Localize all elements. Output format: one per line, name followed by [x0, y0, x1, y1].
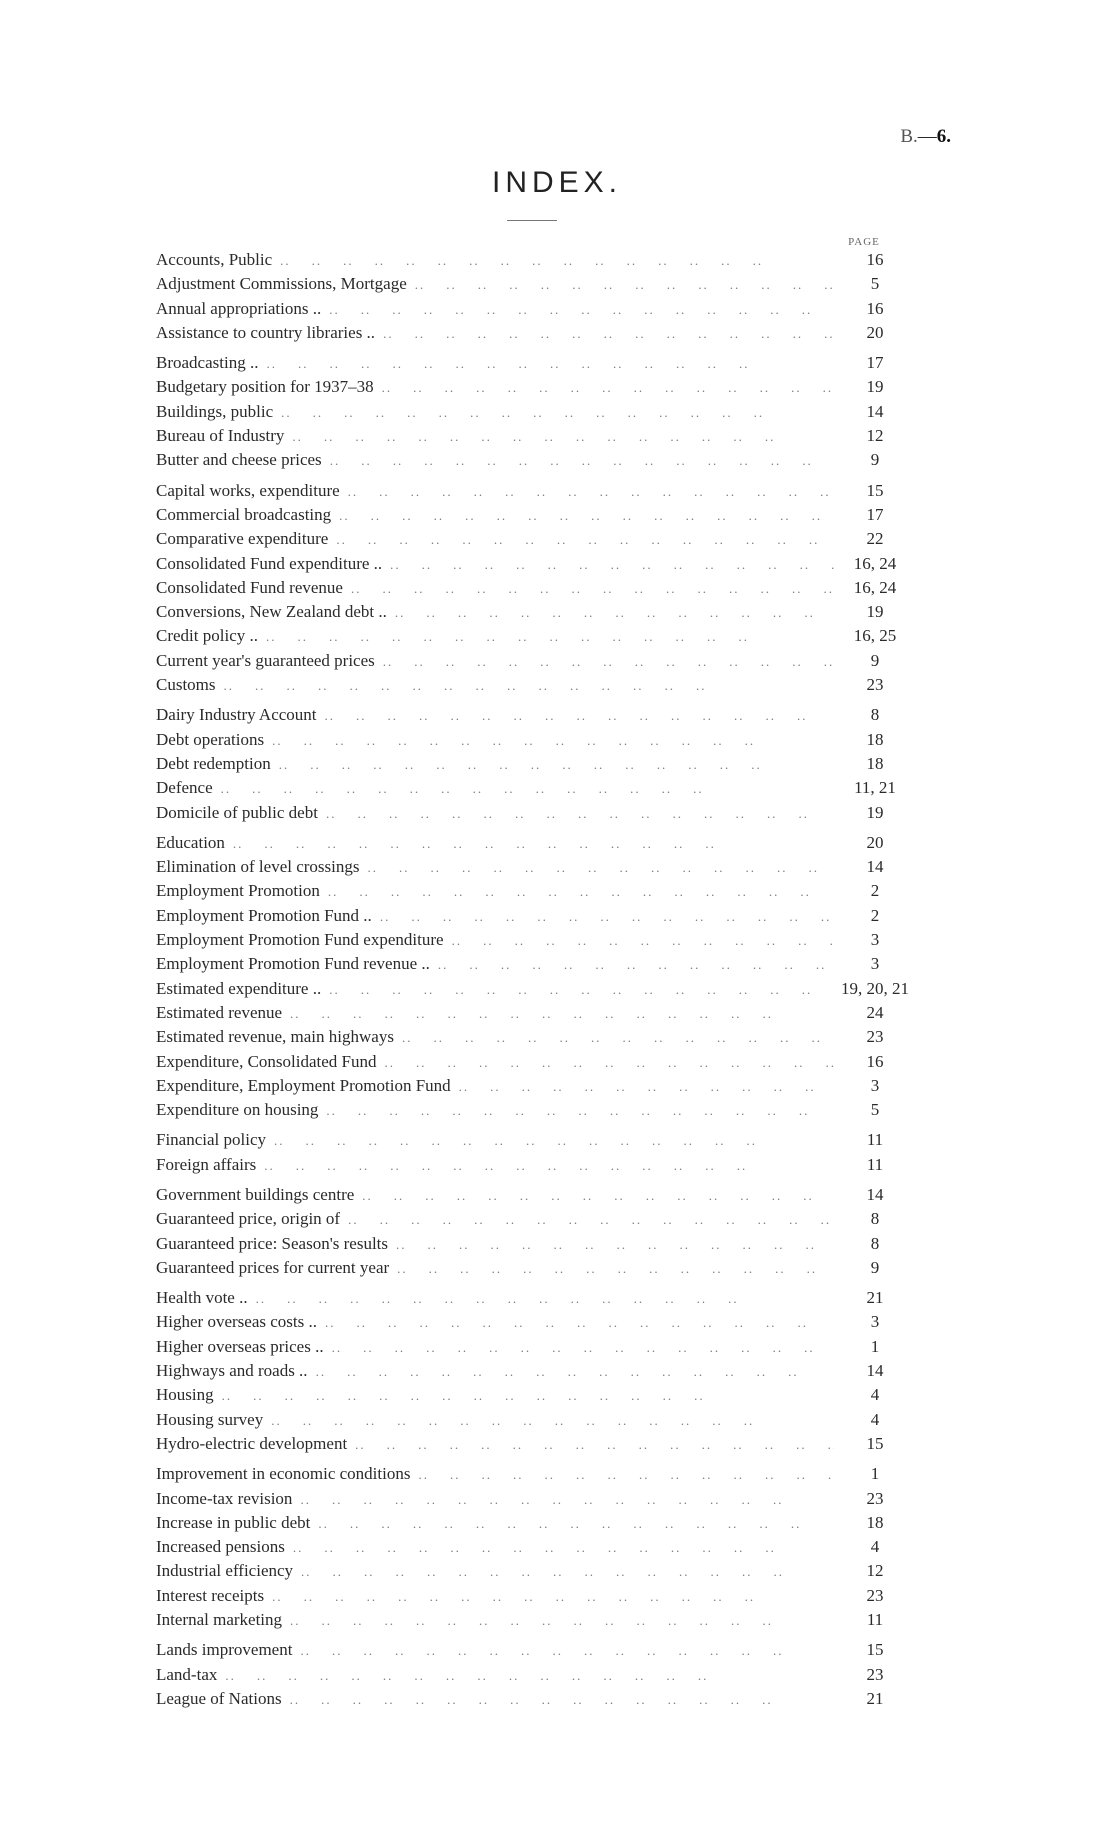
index-group-c: [156, 479, 916, 698]
index-page-number: 14: [866, 1361, 884, 1381]
dot-leader: [418, 1463, 834, 1487]
dot-leader: [329, 298, 834, 322]
index-page-number: 5: [870, 1100, 880, 1120]
index-entry: [156, 1286, 916, 1310]
dot-leader: [339, 504, 834, 528]
dot-leader: [316, 1360, 834, 1384]
index-term: Expenditure, Consolidated Fund: [156, 1051, 377, 1071]
index-term: Debt operations: [156, 729, 265, 749]
index-page-number: 8: [870, 1233, 880, 1253]
index-term: Health vote ..: [156, 1288, 248, 1308]
index-entry: [156, 527, 916, 551]
index-term: Expenditure, Employment Promotion Fund: [156, 1075, 451, 1095]
index-entry: [156, 400, 916, 424]
dot-leader: [222, 1384, 834, 1408]
index-group-f: [156, 1128, 916, 1177]
index-term: Increase in public debt: [156, 1512, 311, 1532]
index-page-number: 22: [866, 529, 884, 549]
index-page-number: 3: [870, 1312, 880, 1332]
index-entry: [156, 1050, 916, 1074]
index-term: Employment Promotion Fund ..: [156, 905, 372, 925]
index-page-number: 12: [866, 426, 884, 446]
index-term: Credit policy ..: [156, 626, 258, 646]
index-term: Hydro-electric development: [156, 1433, 348, 1453]
index-page-number: 11: [866, 1130, 884, 1150]
index-entry: [156, 1535, 916, 1559]
index-entry: [156, 977, 916, 1001]
index-entry: [156, 1511, 916, 1535]
index-term: Elimination of level crossings: [156, 857, 360, 877]
index-entry: [156, 673, 916, 697]
index-entry: [156, 1025, 916, 1049]
index-term: Bureau of Industry: [156, 426, 285, 446]
index-page-number: 14: [866, 857, 884, 877]
index-term: Adjustment Commissions, Mortgage: [156, 274, 407, 294]
dot-leader: [290, 1609, 834, 1633]
index-term: Government buildings centre: [156, 1184, 355, 1204]
index-term: Education: [156, 832, 225, 852]
document-reference: [900, 126, 951, 148]
dot-leader: [300, 1488, 834, 1512]
index-page-number: 20: [866, 832, 884, 852]
index-entry: [156, 904, 916, 928]
dot-leader: [402, 1026, 834, 1050]
dot-leader: [326, 802, 834, 826]
index-term: Broadcasting ..: [156, 353, 259, 373]
index-entry: [156, 600, 916, 624]
dot-leader: [397, 1257, 834, 1281]
dot-leader: [272, 1585, 834, 1609]
index-entry: [156, 1335, 916, 1359]
index-term: Consolidated Fund revenue: [156, 577, 343, 597]
index-entry: [156, 552, 916, 576]
index-term: Internal marketing: [156, 1610, 283, 1630]
dot-leader: [300, 1639, 834, 1663]
index-page-number: 23: [866, 1488, 884, 1508]
document-reference-dash: —: [917, 126, 937, 147]
dot-leader: [325, 704, 834, 728]
dot-leader: [256, 1287, 834, 1311]
index-term: Higher overseas prices ..: [156, 1336, 324, 1356]
index-term: Defence: [156, 778, 213, 798]
index-page-number: 4: [870, 1409, 880, 1429]
index-page-number: 20: [866, 322, 884, 342]
index-page-number: 19, 20, 21: [841, 978, 909, 998]
index-page-number: 18: [866, 729, 884, 749]
index-entry: [156, 1462, 916, 1486]
dot-leader: [390, 553, 834, 577]
dot-leader: [264, 1154, 834, 1178]
dot-leader: [281, 401, 834, 425]
dot-leader: [224, 674, 834, 698]
index-page-number: 11, 21: [854, 778, 896, 798]
index-page-number: 9: [870, 450, 880, 470]
index-page-number: 2: [870, 881, 880, 901]
index-entry: [156, 928, 916, 952]
index-term: Employment Promotion Fund expenditure: [156, 930, 444, 950]
index-page-number: 18: [866, 1512, 884, 1532]
dot-leader: [266, 625, 834, 649]
index-entry: [156, 1001, 916, 1025]
dot-leader: [301, 1560, 834, 1584]
index-entry: [156, 1687, 916, 1711]
dot-leader: [225, 1664, 834, 1688]
index-term: Capital works, expenditure: [156, 480, 340, 500]
index-page-number: 23: [866, 675, 884, 695]
index-page-number: 3: [870, 954, 880, 974]
dot-leader: [330, 449, 834, 473]
index-term: Annual appropriations ..: [156, 298, 322, 318]
index-entry: [156, 703, 916, 727]
index-entry: [156, 576, 916, 600]
index-entry: [156, 776, 916, 800]
index-page-number: 2: [870, 905, 880, 925]
dot-leader: [355, 1433, 834, 1457]
index-page-number: 23: [866, 1664, 884, 1684]
index-group-h: [156, 1286, 916, 1456]
index-term: Estimated revenue: [156, 1002, 283, 1022]
dot-leader: [293, 1536, 834, 1560]
dot-leader: [415, 273, 834, 297]
index-entry: [156, 1663, 916, 1687]
dot-leader: [221, 777, 834, 801]
index-term: Domicile of public debt: [156, 802, 318, 822]
index-page-number: 17: [866, 353, 884, 373]
index-page-number: 18: [866, 753, 884, 773]
index-entry: [156, 1432, 916, 1456]
dot-leader: [326, 1099, 834, 1123]
index-page-number: 14: [866, 401, 884, 421]
dot-leader: [396, 1233, 834, 1257]
index-term: Consolidated Fund expenditure ..: [156, 553, 383, 573]
index-entry: [156, 1559, 916, 1583]
index-term: Estimated expenditure ..: [156, 978, 322, 998]
dot-leader: [233, 832, 834, 856]
dot-leader: [351, 577, 834, 601]
index-entry: [156, 1383, 916, 1407]
index-term: Expenditure on housing: [156, 1100, 319, 1120]
dot-leader: [318, 1512, 834, 1536]
index-entry: [156, 424, 916, 448]
index-term: Employment Promotion: [156, 881, 320, 901]
dot-leader: [328, 880, 834, 904]
dot-leader: [348, 1208, 834, 1232]
index-entry: [156, 272, 916, 296]
index-page-number: 15: [866, 1433, 884, 1453]
index-list: [156, 248, 916, 1717]
dot-leader: [280, 249, 834, 273]
index-entry: [156, 1183, 916, 1207]
index-page-number: 16, 24: [853, 553, 897, 573]
index-page-number: 16: [866, 1051, 884, 1071]
index-term: Foreign affairs: [156, 1154, 257, 1174]
dot-leader: [382, 376, 834, 400]
index-group-i: [156, 1462, 916, 1632]
index-entry: [156, 1256, 916, 1280]
index-page-number: 23: [866, 1027, 884, 1047]
index-page-number: 16, 24: [853, 577, 897, 597]
index-term: Butter and cheese prices: [156, 450, 322, 470]
dot-leader: [274, 1129, 834, 1153]
index-term: Interest receipts: [156, 1585, 265, 1605]
index-entry: [156, 728, 916, 752]
index-page-number: 16: [866, 298, 884, 318]
index-group-d: [156, 703, 916, 824]
index-entry: [156, 1153, 916, 1177]
index-entry: [156, 248, 916, 272]
index-term: Debt redemption: [156, 753, 271, 773]
index-term: Employment Promotion Fund revenue ..: [156, 954, 430, 974]
index-term: Highways and roads ..: [156, 1361, 308, 1381]
index-term: Buildings, public: [156, 401, 274, 421]
index-entry: [156, 351, 916, 375]
index-page-number: 4: [870, 1537, 880, 1557]
document-series: B.: [900, 126, 918, 147]
index-entry: [156, 1638, 916, 1662]
index-page-number: 1: [870, 1336, 880, 1356]
dot-leader: [380, 905, 834, 929]
dot-leader: [279, 753, 834, 777]
document-number: 6.: [936, 126, 951, 147]
index-term: Current year's guaranteed prices: [156, 650, 375, 670]
index-page-number: 21: [866, 1688, 884, 1708]
dot-leader: [395, 601, 834, 625]
dot-leader: [452, 929, 834, 953]
index-page-number: 8: [870, 1209, 880, 1229]
index-entry: [156, 1310, 916, 1334]
index-entry: [156, 649, 916, 673]
index-term: Higher overseas costs ..: [156, 1312, 317, 1332]
dot-leader: [383, 322, 834, 346]
index-page-number: 15: [866, 480, 884, 500]
index-page-number: 4: [870, 1385, 880, 1405]
index-term: Commercial broadcasting: [156, 504, 332, 524]
index-term: Guaranteed prices for current year: [156, 1257, 390, 1277]
index-term: Improvement in economic conditions: [156, 1464, 411, 1484]
index-term: Guaranteed price: Season's results: [156, 1233, 389, 1253]
index-entry: [156, 1074, 916, 1098]
dot-leader: [332, 1336, 834, 1360]
index-term: Lands improvement: [156, 1640, 293, 1660]
index-term: League of Nations: [156, 1688, 282, 1708]
index-entry: [156, 624, 916, 648]
index-entry: [156, 1584, 916, 1608]
dot-leader: [383, 650, 834, 674]
index-page-number: 19: [866, 377, 884, 397]
index-term: Industrial efficiency: [156, 1561, 294, 1581]
index-page-number: 15: [866, 1640, 884, 1660]
dot-leader: [368, 856, 835, 880]
index-term: Estimated revenue, main highways: [156, 1027, 394, 1047]
page-title: INDEX.: [491, 166, 623, 199]
index-page-number: 3: [870, 1075, 880, 1095]
index-page-number: 21: [866, 1288, 884, 1308]
dot-leader: [362, 1184, 834, 1208]
index-term: Dairy Industry Account: [156, 705, 317, 725]
index-entry: [156, 479, 916, 503]
dot-leader: [459, 1075, 834, 1099]
index-page-number: 16: [866, 250, 884, 269]
index-page-number: 8: [870, 705, 880, 725]
dot-leader: [438, 953, 834, 977]
index-entry: [156, 1408, 916, 1432]
index-entry: [156, 1608, 916, 1632]
index-entry: [156, 297, 916, 321]
index-page-number: 14: [866, 1184, 884, 1204]
index-term: Housing survey: [156, 1409, 264, 1429]
index-term: Comparative expenditure: [156, 529, 329, 549]
index-page-number: 3: [870, 930, 880, 950]
index-term: Accounts, Public: [156, 250, 273, 269]
index-entry: [156, 1098, 916, 1122]
index-entry: [156, 855, 916, 879]
index-page-number: 5: [870, 274, 880, 294]
page-column-label: PAGE: [848, 236, 880, 248]
index-entry: [156, 831, 916, 855]
dot-leader: [292, 425, 834, 449]
index-entry: [156, 448, 916, 472]
index-entry: [156, 801, 916, 825]
index-entry: [156, 752, 916, 776]
index-term: Budgetary position for 1937–38: [156, 377, 374, 397]
index-page-number: 9: [870, 1257, 880, 1277]
dot-leader: [271, 1409, 834, 1433]
index-entry: [156, 321, 916, 345]
index-page-number: 9: [870, 650, 880, 670]
dot-leader: [290, 1002, 834, 1026]
index-group-e: [156, 831, 916, 1123]
index-entry: [156, 375, 916, 399]
index-page-number: 19: [866, 802, 884, 822]
index-page-number: 19: [866, 602, 884, 622]
index-term: Guaranteed price, origin of: [156, 1209, 341, 1229]
index-group-g: [156, 1183, 916, 1280]
index-term: Increased pensions: [156, 1537, 285, 1557]
dot-leader: [325, 1311, 834, 1335]
dot-leader: [385, 1051, 834, 1075]
index-term: Housing: [156, 1385, 214, 1405]
index-page-number: 1: [870, 1464, 880, 1484]
index-entry: [156, 879, 916, 903]
index-term: Income-tax revision: [156, 1488, 293, 1508]
index-term: Conversions, New Zealand debt ..: [156, 602, 387, 622]
index-group-a: [156, 248, 916, 345]
index-page-number: 11: [866, 1610, 884, 1630]
index-page-number: 17: [866, 504, 884, 524]
index-term: Financial policy: [156, 1130, 267, 1150]
index-page-number: 24: [866, 1002, 884, 1022]
dot-leader: [336, 528, 834, 552]
index-term: Land-tax: [156, 1664, 218, 1684]
index-group-l: [156, 1638, 916, 1711]
dot-leader: [290, 1688, 834, 1712]
index-entry: [156, 1359, 916, 1383]
index-entry: [156, 1128, 916, 1152]
index-page-number: 12: [866, 1561, 884, 1581]
dot-leader: [329, 978, 834, 1002]
dot-leader: [272, 729, 834, 753]
index-entry: [156, 503, 916, 527]
index-page-number: 23: [866, 1585, 884, 1605]
index-entry: [156, 1487, 916, 1511]
dot-leader: [266, 352, 834, 376]
index-term: Customs: [156, 675, 216, 695]
index-group-b: [156, 351, 916, 472]
index-entry: [156, 952, 916, 976]
index-page-number: 11: [866, 1154, 884, 1174]
index-page-number: 16, 25: [853, 626, 897, 646]
index-term: Assistance to country libraries ..: [156, 322, 376, 342]
dot-leader: [348, 480, 834, 504]
index-entry: [156, 1207, 916, 1231]
index-entry: [156, 1232, 916, 1256]
title-rule: [507, 220, 557, 221]
